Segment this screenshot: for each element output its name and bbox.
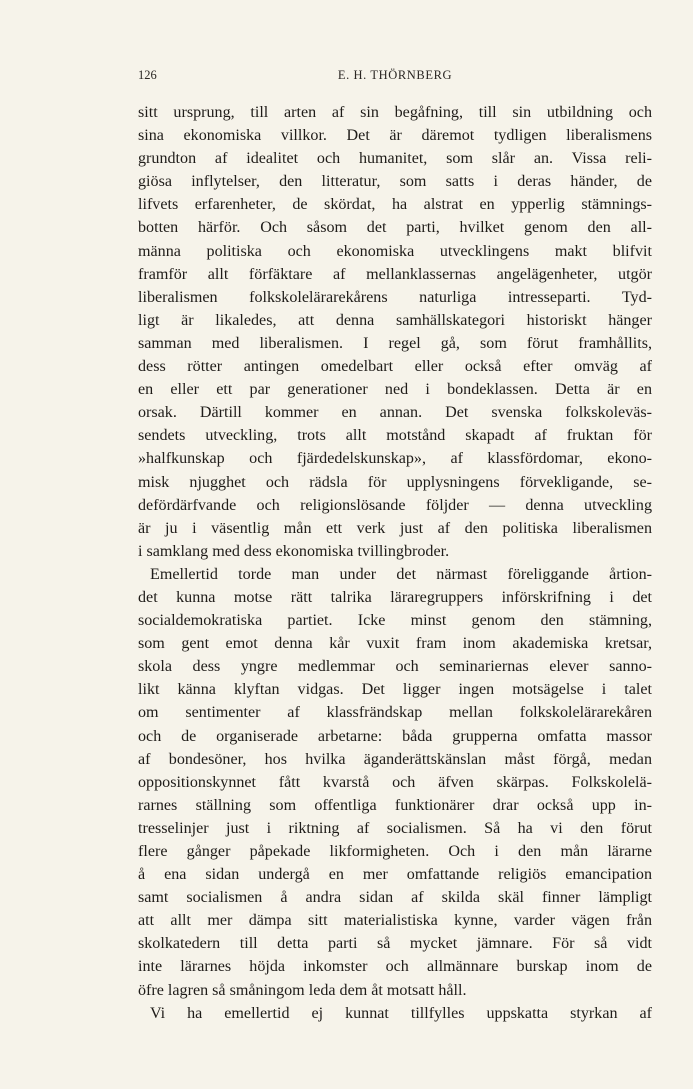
text-line: orsak. Därtill kommer en annan. Det svenska folkskoleväs- xyxy=(138,404,652,422)
text-line: inte lärarnes höjda inkomster och allmännare burskap inom de xyxy=(138,958,652,976)
text-line: sendets utveckling, trots allt motstånd skapadt af fruktan för xyxy=(138,427,652,445)
text-line: samt socialismen å andra sidan af skilda skäl finner lämpligt xyxy=(138,889,652,907)
text-line: skola dess yngre medlemmar och seminariernas elever sanno- xyxy=(138,658,652,676)
page-header xyxy=(138,68,652,86)
running-head: E. H. THÖRNBERG xyxy=(337,68,453,82)
text-line: är ju i väsentlig mån ett verk just af den politiska liberalismen xyxy=(138,519,652,537)
text-line: sina ekonomiska villkor. Det är däremot tydligen liberalismens xyxy=(138,127,652,145)
text-line: framför allt förfäktare af mellanklassernas angelägenheter, utgör xyxy=(138,265,652,283)
text-line: männa politiska och ekonomiska utvecklingens makt blifvit xyxy=(138,242,652,260)
text-line: sitt ursprung, till arten af sin begåfning, till sin utbildning och xyxy=(138,104,652,121)
text-line: samman med liberalismen. I regel gå, som förut framhållits, xyxy=(138,334,652,352)
text-line: rarnes ställning som offentliga funktionärer drar också upp in- xyxy=(138,796,652,814)
text-line: »halfkunskap och fjärdedelskunskap», af klassfördomar, ekono- xyxy=(138,450,652,468)
text-line: det kunna motse rätt talrika läraregruppers införskrifning i det xyxy=(138,588,652,606)
text-line: Vi ha emellertid ej kunnat tillfylles uppskatta styrkan af xyxy=(150,1004,652,1022)
text-line: af bondesöner, hos hvilka äganderättskänslan måst förgå, medan xyxy=(138,750,652,768)
text-line: oppositionskynnet fått kvarstå och äfven skärpas. Folkskolelä- xyxy=(138,773,652,791)
text-line: öfre lagren så småningom leda dem åt motsatt håll. xyxy=(138,981,467,999)
text-line: och de organiserade arbetarne: båda grupperna omfatta massor xyxy=(138,727,652,745)
text-line: giösa inflytelser, den litteratur, som satts i deras händer, de xyxy=(138,173,652,191)
text-line: i samklang med dess ekonomiska tvillingbroder. xyxy=(138,542,450,560)
text-line: ligt är likaledes, att denna samhällskategori historiskt hänger xyxy=(138,311,652,329)
text-line: en eller ett par generationer ned i bondeklassen. Detta är en xyxy=(138,381,652,399)
text-line: som gent emot denna kår vuxit fram inom akademiska kretsar, xyxy=(138,635,652,653)
text-line: att allt mer dämpa sitt materialistiska kynne, varder vägen från xyxy=(138,912,652,930)
text-line: liberalismen folkskolelärarekårens naturliga intresseparti. Tyd- xyxy=(138,288,652,306)
body-text xyxy=(138,101,652,1025)
text-line: grundton af idealitet och humanitet, som slår an. Vissa reli- xyxy=(138,150,652,168)
text-line: misk njugghet och rädsla för upplysningens förvekligande, se- xyxy=(138,473,652,491)
text-line: å ena sidan undergå en mer omfattande religiös emancipation xyxy=(138,866,652,884)
text-line: flere gånger påpekade likformigheten. Och i den mån lärarne xyxy=(138,843,652,860)
text-line: botten härför. Och såsom det parti, hvilket genom den all- xyxy=(138,219,652,237)
text-line: skolkatedern till detta parti så mycket jämnare. För så vidt xyxy=(138,935,652,953)
text-line: Emellertid torde man under det närmast föreliggande årtion- xyxy=(150,565,652,583)
text-line: lifvets erfarenheter, de skördat, ha alstrat en ypperlig stämnings- xyxy=(138,196,652,214)
text-line: defördärfvande och religionslösande följder — denna utveckling xyxy=(138,496,652,514)
text-line: tresselinjer just i riktning af socialismen. Så ha vi den förut xyxy=(138,819,652,837)
text-line: likt känna klyftan vidgas. Det ligger ingen motsägelse i talet xyxy=(138,681,652,699)
text-line: dess rötter antingen omedelbart eller också efter omväg af xyxy=(138,358,652,376)
page-number: 126 xyxy=(138,68,157,82)
text-line: socialdemokratiska partiet. Icke minst genom den stämning, xyxy=(138,612,652,630)
text-line: om sentimenter af klassfrändskap mellan folkskolelärarekåren xyxy=(138,704,652,722)
